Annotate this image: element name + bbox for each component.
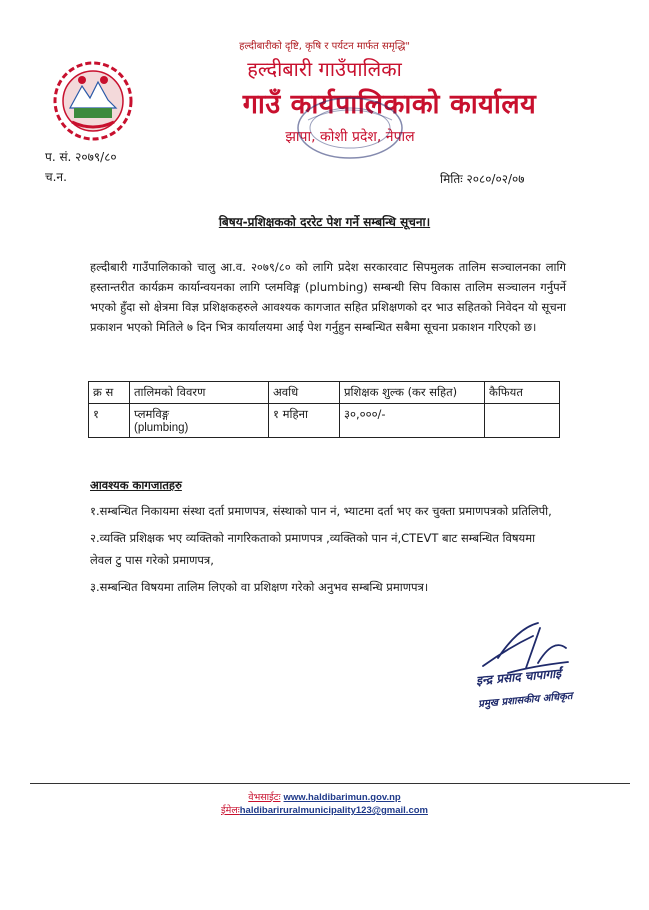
office-address: झापा, कोशी प्रदेश, नेपाल: [285, 129, 415, 145]
cell-training-name-en: (plumbing): [134, 422, 189, 434]
footer-email: [0, 803, 649, 816]
list-item: १.सम्बन्धित निकायमा संस्था दर्ता प्रमाणपत्र, संस्थाको पान नं, भ्याटमा दर्ता भए कर चुक्ता प्रमाणपत्रको प्रतिलिपी,: [90, 504, 552, 518]
notice-subject: बिषय-प्रशिक्षकको दररेट पेश गर्ने सम्बन्धि सूचना।: [218, 215, 431, 229]
header-training: तालिमको विवरण: [130, 382, 269, 404]
cell-duration: १ महिना: [269, 404, 340, 438]
email-label: ईमेलः: [221, 805, 240, 816]
signer-title: प्रमुख प्रशासकीय अधिकृत: [477, 690, 573, 711]
letter-date: मितिः २०८०/०२/०७: [440, 172, 525, 186]
cell-training: [130, 404, 269, 438]
documents-list: [90, 500, 560, 603]
website-link[interactable]: www.haldibarimun.gov.np: [283, 792, 401, 803]
table-row: [89, 404, 560, 438]
municipality-name: हल्दीबारी गाउँपालिका: [247, 57, 402, 81]
website-label: वेभसाईटः: [248, 792, 281, 803]
footer-divider: [30, 783, 630, 784]
email-link[interactable]: haldibariruralmunicipality123@gmail.com: [239, 805, 428, 816]
documents-heading: आवश्यक कागजातहरु: [90, 478, 182, 492]
cell-training-name: प्लमविङ्ग: [134, 407, 170, 421]
training-table: [88, 381, 560, 438]
table-header-row: [89, 382, 560, 404]
dispatch-number: च.न.: [45, 170, 67, 184]
header-duration: अवधि: [269, 382, 340, 404]
letter-number: प. सं. २०७९/८०: [45, 150, 117, 164]
signer-name: इन्द्र प्रसाद चापागाईं: [475, 666, 562, 688]
header-remarks: कैफियत: [485, 382, 560, 404]
list-item: ३.सम्बन्धित विषयमा तालिम लिएको वा प्रशिक्षण गरेको अनुभव सम्बन्धि प्रमाणपत्र।: [90, 580, 429, 594]
notice-body: हल्दीबारी गाउँपालिकाको चालु आ.व. २०७९/८० को लागि प्रदेश सरकारवाट सिपमुलक तालिम सञ्चालनका लागि हस्तान्तरीत कार्यक्रम कार्यान्वयनका लागि प्लमविङ्ग (plumbing) सम्बन्धी सिप विकास तालिम सञ्चालन गर्नुपर्ने भएको हुँदा सो क्षेत्रमा विज्ञ प्रशिक्षकहरुले आवश्यक कागजात सहित प्रशिक्षणको दर भाउ सहितको निवेदन यो सूचना प्रकाशन भएको मितिले ७ दिन भित्र कार्यालयमा आई पेश गर्नुहुन सम्बन्धित सबैमा सूचना प्रकाशन गरिएको छ।: [90, 260, 566, 334]
header-fee: प्रशिक्षक शुल्क (कर सहित): [340, 382, 485, 404]
letterhead-slogan: हल्दीबारीको दृष्टि, कृषि र पर्यटन मार्फत समृद्धि": [239, 41, 410, 52]
cell-sn: १: [89, 404, 130, 438]
list-item: २.व्यक्ति प्रशिक्षक भए व्यक्तिको नागरिकताको प्रमाणपत्र ,व्यक्तिको पान नं,CTEVT बाट सम्बन्धित विषयमा लेवल टु पास गरेको प्रमाणपत्र,: [90, 531, 536, 567]
cell-remarks: [485, 404, 560, 438]
cell-fee: ३०,०००/-: [340, 404, 485, 438]
header-sn: क्र स: [89, 382, 130, 404]
office-name: गाउँ कार्यपालिकाको कार्यालय: [242, 89, 537, 120]
office-seal-icon: [290, 90, 420, 170]
footer-website: [0, 790, 649, 803]
